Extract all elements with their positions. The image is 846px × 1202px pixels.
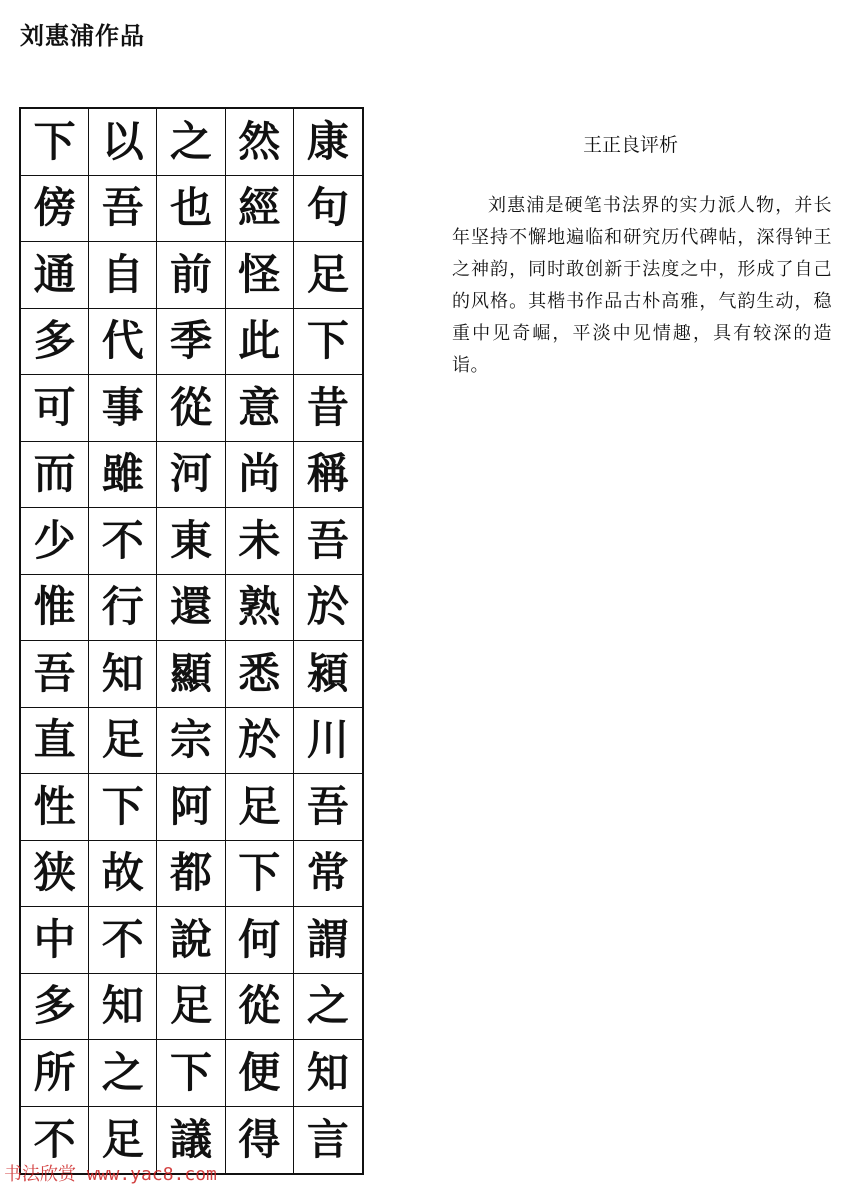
calligraphy-character: 潁 bbox=[294, 641, 362, 708]
calligraphy-character: 知 bbox=[89, 974, 157, 1041]
calligraphy-character: 下 bbox=[21, 109, 89, 176]
calligraphy-character: 也 bbox=[157, 176, 225, 243]
calligraphy-character: 以 bbox=[89, 109, 157, 176]
calligraphy-character: 意 bbox=[226, 375, 294, 442]
calligraphy-character: 吾 bbox=[294, 508, 362, 575]
calligraphy-character: 不 bbox=[89, 907, 157, 974]
calligraphy-character: 之 bbox=[89, 1040, 157, 1107]
calligraphy-character: 足 bbox=[226, 774, 294, 841]
calligraphy-character: 悉 bbox=[226, 641, 294, 708]
calligraphy-character: 雖 bbox=[89, 442, 157, 509]
calligraphy-character: 謂 bbox=[294, 907, 362, 974]
calligraphy-character: 從 bbox=[157, 375, 225, 442]
calligraphy-character: 多 bbox=[21, 974, 89, 1041]
calligraphy-character: 不 bbox=[89, 508, 157, 575]
page-title: 刘惠浦作品 bbox=[20, 22, 145, 50]
calligraphy-character: 熟 bbox=[226, 575, 294, 642]
calligraphy-character: 還 bbox=[157, 575, 225, 642]
calligraphy-character: 都 bbox=[157, 841, 225, 908]
calligraphy-character: 下 bbox=[294, 309, 362, 376]
calligraphy-character: 言 bbox=[306, 1114, 349, 1164]
calligraphy-character: 之 bbox=[294, 974, 362, 1041]
calligraphy-character: 經 bbox=[226, 176, 294, 243]
calligraphy-character: 之 bbox=[157, 109, 225, 176]
calligraphy-character: 得 bbox=[226, 1107, 294, 1174]
calligraphy-character: 於 bbox=[226, 708, 294, 775]
calligraphy-character: 然 bbox=[226, 109, 294, 176]
calligraphy-character: 足 bbox=[157, 974, 225, 1041]
calligraphy-character: 下 bbox=[157, 1040, 225, 1107]
calligraphy-character: 康 bbox=[294, 109, 362, 176]
calligraphy-character: 故 bbox=[89, 841, 157, 908]
calligraphy-character: 常 bbox=[294, 841, 362, 908]
calligraphy-character: 足 bbox=[89, 1107, 157, 1174]
calligraphy-character: 於 bbox=[294, 575, 362, 642]
calligraphy-character: 句 bbox=[294, 176, 362, 243]
calligraphy-character: 性 bbox=[21, 774, 89, 841]
calligraphy-character: 川 bbox=[294, 708, 362, 775]
calligraphy-character: 未 bbox=[226, 508, 294, 575]
calligraphy-character: 可 bbox=[21, 375, 89, 442]
review-body: 刘惠浦是硬笔书法界的实力派人物，并长年坚持不懈地遍临和研究历代碑帖，深得钟王之神韵，同时敢创新于法度之中，形成了自己的风格。其楷书作品古朴高雅，气韵生动，稳重中见奇崛，平淡中见情趣，具有较深的造诣。 bbox=[452, 195, 832, 376]
calligraphy-grid bbox=[19, 107, 364, 1175]
calligraphy-character: 下 bbox=[226, 841, 294, 908]
calligraphy-character: 少 bbox=[21, 508, 89, 575]
calligraphy-character: 所 bbox=[21, 1040, 89, 1107]
calligraphy-character: 此 bbox=[226, 309, 294, 376]
calligraphy-character: 東 bbox=[157, 508, 225, 575]
calligraphy-character: 說 bbox=[157, 907, 225, 974]
calligraphy-character: 多 bbox=[21, 309, 89, 376]
calligraphy-character: 而 bbox=[21, 442, 89, 509]
calligraphy-character: 怪 bbox=[226, 242, 294, 309]
calligraphy-character: 自 bbox=[89, 242, 157, 309]
calligraphy-character: 下 bbox=[89, 774, 157, 841]
calligraphy-character: 尚 bbox=[226, 442, 294, 509]
calligraphy-character: 知 bbox=[89, 641, 157, 708]
calligraphy-character: 惟 bbox=[21, 575, 89, 642]
calligraphy-character: 行 bbox=[89, 575, 157, 642]
review-title: 王正良评析 bbox=[583, 134, 679, 156]
calligraphy-character: 吾 bbox=[21, 641, 89, 708]
calligraphy-character: 河 bbox=[157, 442, 225, 509]
calligraphy-character: 宗 bbox=[157, 708, 225, 775]
calligraphy-character: 稱 bbox=[294, 442, 362, 509]
calligraphy-character: 昔 bbox=[294, 375, 362, 442]
watermark: 书法欣赏 www.yac8.com bbox=[4, 1164, 217, 1185]
calligraphy-character: 何 bbox=[226, 907, 294, 974]
calligraphy-character: 從 bbox=[226, 974, 294, 1041]
calligraphy-character: 狭 bbox=[21, 841, 89, 908]
calligraphy-character: 直 bbox=[21, 708, 89, 775]
calligraphy-character: 知 bbox=[294, 1040, 362, 1107]
calligraphy-character: 中 bbox=[21, 907, 89, 974]
calligraphy-character: 前 bbox=[157, 242, 225, 309]
calligraphy-character: 足 bbox=[294, 242, 362, 309]
calligraphy-character: 傍 bbox=[21, 176, 89, 243]
calligraphy-character: 吾 bbox=[89, 176, 157, 243]
calligraphy-character: 便 bbox=[226, 1040, 294, 1107]
calligraphy-character: 吾 bbox=[294, 774, 362, 841]
calligraphy-character: 議 bbox=[157, 1107, 225, 1174]
calligraphy-character: 不 bbox=[21, 1107, 89, 1174]
calligraphy-character: 季 bbox=[157, 309, 225, 376]
calligraphy-character: 阿 bbox=[157, 774, 225, 841]
calligraphy-character: 顯 bbox=[157, 641, 225, 708]
calligraphy-character: 代 bbox=[89, 309, 157, 376]
calligraphy-character: 通 bbox=[21, 242, 89, 309]
calligraphy-character: 事 bbox=[89, 375, 157, 442]
calligraphy-character: 足 bbox=[89, 708, 157, 775]
